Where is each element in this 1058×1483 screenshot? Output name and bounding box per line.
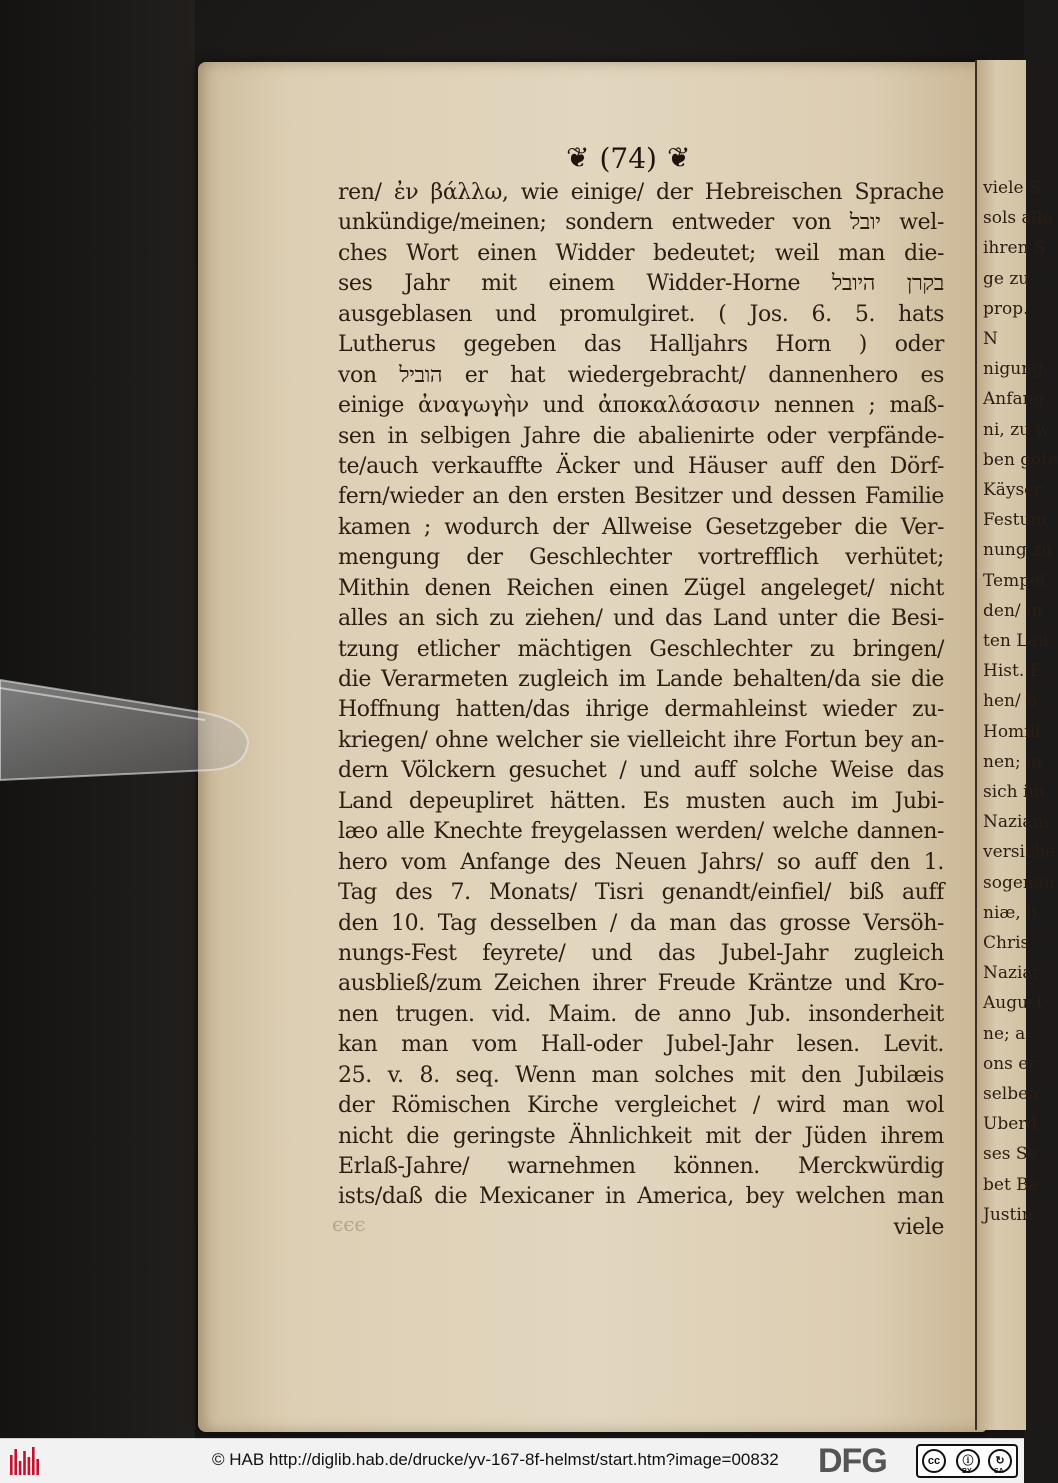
sa-label: SA (994, 1468, 1004, 1475)
text-line: von הוביל er hat wiedergebracht/ dannenhero es (338, 362, 944, 388)
text-line: Tag des 7. Monats/ Tisri genandt/einfiel/ biß auff (338, 880, 944, 906)
hab-logo-icon (8, 1447, 42, 1475)
facing-page-fragment: ge zu (983, 268, 1030, 289)
facing-page-fragment: Naziar (983, 963, 1041, 984)
facing-page-fragment: ne; a (983, 1023, 1026, 1044)
page-header (566, 138, 690, 178)
text-line: Land depeupliret hätten. Es musten auch im Jubi- (338, 788, 944, 814)
facing-page-fragment: Homili (983, 721, 1041, 742)
text-line: einige ἀναγωγὴν und ἀποκαλάσασιν nennen ; maß- (338, 393, 944, 419)
facing-page-fragment: selben (983, 1084, 1040, 1104)
text-line: nen trugen. vid. Maim. de anno Jub. insonderheit (338, 1001, 944, 1027)
facing-page-fragment: nen; in (983, 751, 1043, 772)
text-line: kamen ; wodurch der Allweise Gesetzgeber die Ver- (338, 514, 944, 540)
facing-page-fragment: N (983, 329, 998, 349)
text-line: mengung der Geschlechter vortrefflich verhütet; (338, 545, 944, 571)
fleuron-left-icon: ❦ (566, 141, 590, 174)
facing-page-fragment: ihren S (983, 238, 1046, 259)
text-line: tzung etlicher mächtigen Geschlechter zu bringen/ (338, 636, 944, 662)
facing-page-fragment: hen/ b (983, 691, 1037, 712)
facing-page-fragment: Uberd (983, 1114, 1038, 1135)
facing-page-fragment: viele S (983, 178, 1041, 198)
facing-page-fragment: den/ in (983, 600, 1043, 621)
facing-page-fragment: ses Se (983, 1144, 1038, 1165)
footer-bar (0, 1438, 1024, 1483)
facing-page-fragment: Festum (983, 510, 1047, 531)
text-line: nungs-Fest feyrete/ und das Jubel-Jahr zugleich (338, 940, 944, 966)
text-line: ches Wort einen Widder bedeutet; weil man die- (338, 240, 944, 266)
text-line: den 10. Tag desselben / da man das grosse Versöh- (338, 910, 944, 936)
attribution-icon: ⓘ (956, 1449, 980, 1473)
facing-page-fragment: niæ, b (983, 902, 1038, 923)
text-line: Lutherus gegeben das Halljahrs Horn ) oder (338, 332, 944, 358)
body-text (338, 178, 944, 1243)
facing-page-fragment: ons er (983, 1053, 1037, 1074)
text-line: læo alle Knechte freygelassen werden/ welche dannen- (338, 819, 944, 845)
dfg-logo: DFG (818, 1442, 887, 1480)
facing-page-fragment: Tempel (983, 570, 1046, 591)
facing-page-fragment: ten Lan (983, 631, 1049, 651)
facing-page-fragment: ben gete (983, 449, 1058, 470)
facing-page-fragment: prop. (983, 298, 1029, 319)
text-line: ausgeblasen und promulgiret. ( Jos. 6. 5. hats (338, 301, 944, 327)
facing-page-fragment: versiche (983, 842, 1056, 863)
facing-page-fragment: nigung (983, 359, 1044, 380)
text-line: ses Jahr mit einem Widder-Horne בקרן היובל (338, 271, 944, 297)
facing-page-edge (975, 60, 1058, 1430)
text-line: sen in selbigen Jahre die abalienirte oder verpfände- (338, 423, 944, 449)
text-line: Erlaß-Jahre/ warnehmen können. Merckwürdig (338, 1154, 944, 1179)
text-line: der Römischen Kirche vergleichet / wird man wol (338, 1093, 944, 1119)
facing-page-fragment: August (983, 993, 1044, 1014)
text-line: fern/wieder an den ersten Besitzer und dessen Familie (338, 484, 944, 510)
text-line: ausbließ/zum Zeichen ihrer Freude Kräntze und Kro- (338, 971, 944, 997)
text-line: kriegen/ ohne welcher sie vielleicht ihre Fortun bey an- (338, 727, 944, 753)
facing-page-fragment: sogenan (983, 872, 1055, 893)
facing-page-fragment: sich im (983, 782, 1045, 802)
text-line: Hoffnung hatten/das ihrige dermahleinst wieder zu- (338, 697, 944, 723)
source-url[interactable]: © HAB http://diglib.hab.de/drucke/yv-167-8f-helmst/start.htm?image=00832 (212, 1450, 779, 1469)
facing-page-fragment: Käyser (983, 480, 1043, 500)
cc-license-badge[interactable] (916, 1444, 1018, 1478)
text-line: te/auch verkauffte Äcker und Häuser auff den Dörf- (338, 453, 944, 479)
text-line: viele (893, 1214, 944, 1240)
fleuron-right-icon: ❦ (666, 141, 691, 174)
text-line: alles an sich zu ziehen/ und das Land unter die Besi- (338, 606, 944, 632)
glass-page-weight-icon (0, 650, 260, 800)
text-line: ren/ ἐν βάλλω, wie einige/ der Hebreischen Sprache (338, 180, 944, 205)
share-alike-icon: ↻ (988, 1449, 1012, 1473)
text-line: 25. v. 8. seq. Wenn man solches mit den Jubilæis (338, 1062, 944, 1088)
text-line: dern Völckern gesuchet / und auff solche Weise das (338, 758, 944, 784)
facing-page-fragment: Naziani (983, 812, 1049, 833)
by-label: BY (962, 1468, 972, 1475)
facing-page-fragment: ni, zu w (983, 419, 1051, 440)
text-line: ists/daß die Mexicaner in America, bey welchen man (338, 1184, 944, 1210)
text-line: kan man vom Hall-oder Jubel-Jahr lesen. Levit. (338, 1032, 944, 1058)
facing-page-fragment: Justin (983, 1204, 1033, 1225)
cc-icon: cc (922, 1449, 946, 1473)
facing-page-fragment: Chris (983, 933, 1030, 953)
facing-page-fragment: nung zu (983, 540, 1053, 561)
page-number: (74) (599, 141, 657, 175)
facing-page-fragment: sols alle (983, 208, 1053, 229)
text-line: hero vom Anfange des Neuen Jahrs/ so auff den 1. (338, 849, 944, 875)
text-line: nicht die geringste Ähnlichkeit mit der Jüden ihrem (338, 1123, 944, 1149)
facing-page-fragment: Hist. E (983, 661, 1043, 682)
text-line: Mithin denen Reichen einen Zügel angeleget/ nicht (338, 575, 944, 601)
text-line: unkündige/meinen; sondern entweder von יובל wel- (338, 210, 944, 236)
facing-page-fragment: Anfang (983, 389, 1045, 410)
text-line: die Verarmeten zugleich im Lande behalten/da sie die (338, 667, 944, 692)
bleed-through-text: ϵϵϵ (332, 1212, 366, 1236)
facing-page-fragment: bet Ba (983, 1174, 1039, 1195)
